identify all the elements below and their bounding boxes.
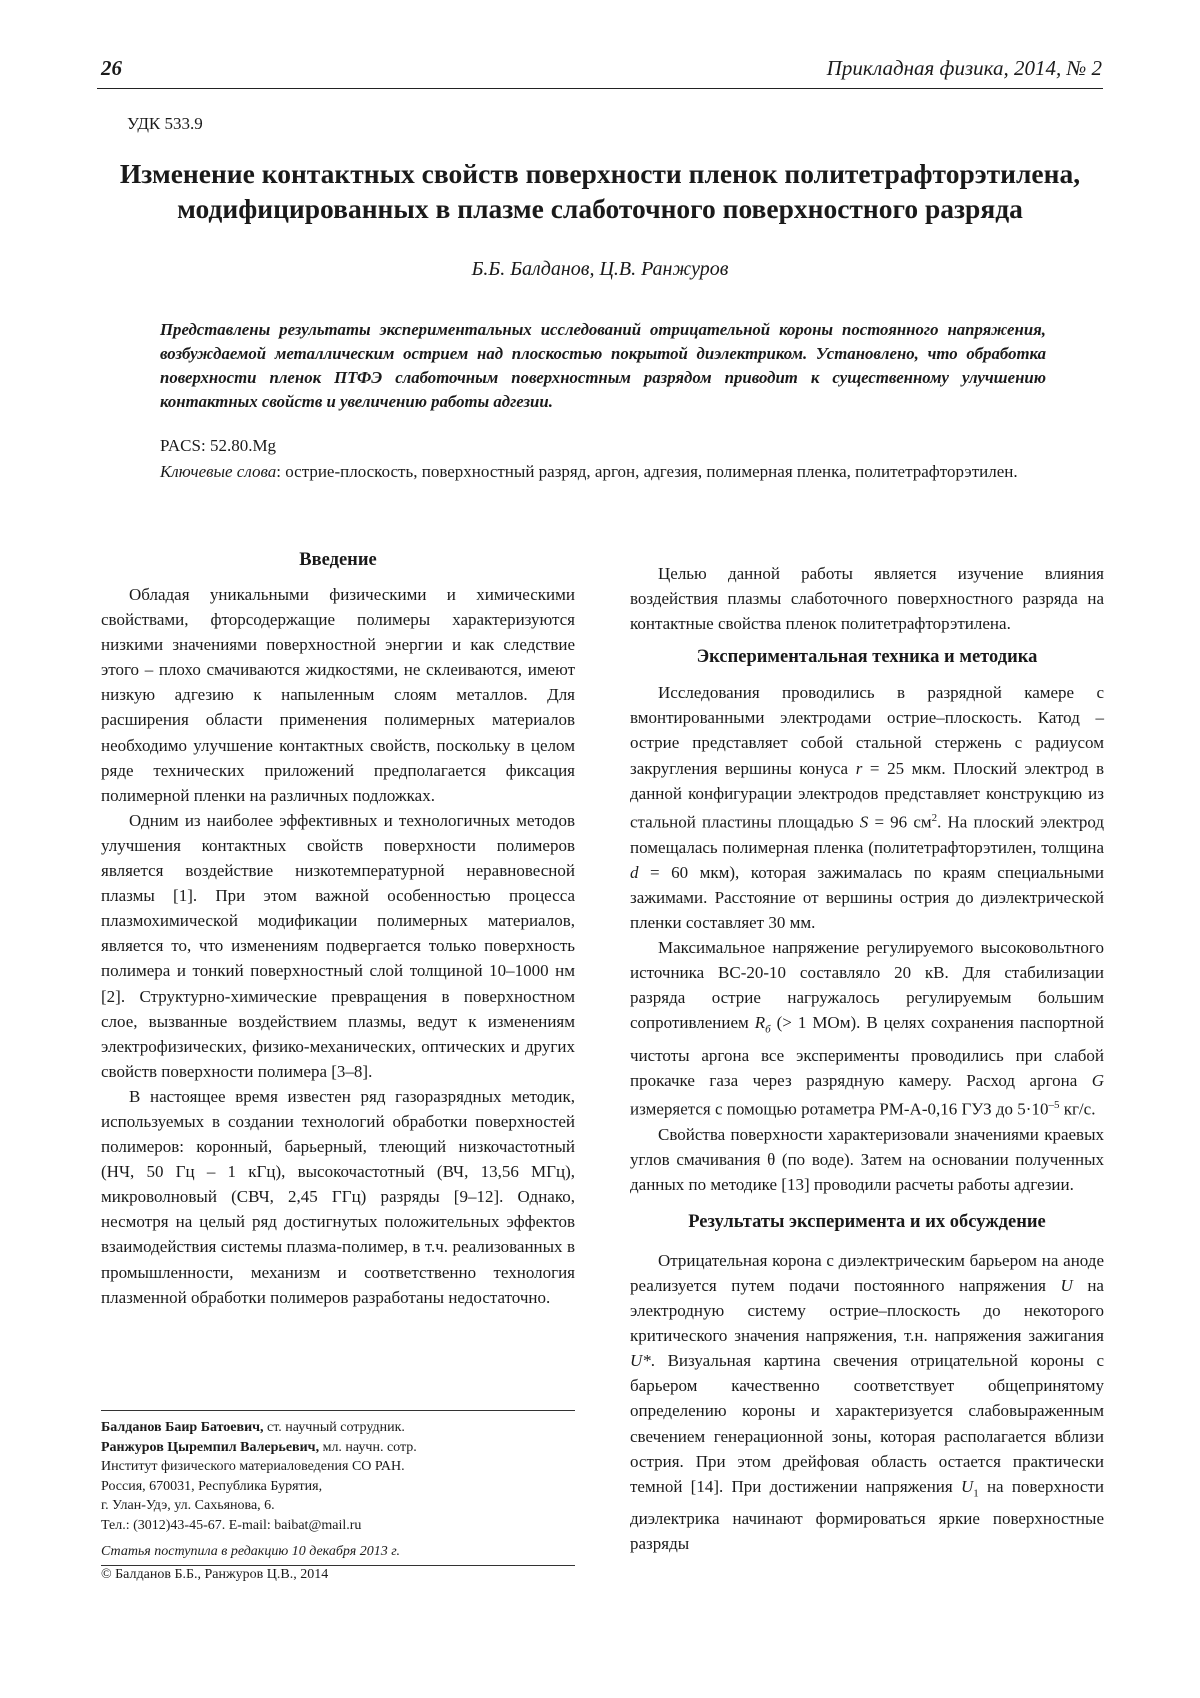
paragraph: Отрицательная корона с диэлектрическим барьером на аноде реализуется путем подачи постоянного напряжения U на электродную систему острие–плоскость до некоторого критического значения напряжения, т.н. напряжения зажигания U*. Визуальная картина свечения отрицательной короны с барьером качественно соответствует общепринятому определению короны и характеризуется слабовыраженным свечением генерационной зоны, которая располагается вблизи острия. При этом дрейфовая область остается практически темной [14]. При достижении напряжения $U_1$ на поверхности диэлектрика начинают формироваться яркие поверхностные разряды [630,1250,1105,1554]
abstract: Представлены результаты экспериментальных исследований отрицательной короны постоянного напряжения, возбуждаемой металлическим острием над плоскостью покрытой диэлектриком. Установлено, что обработка поверхности пленок ПТФЭ слаботочным поверхностным разрядом приводит к существенному улучшению контактных свойств и увеличению работы адгезии. [160,320,1046,411]
left-column [101,547,575,1310]
section-heading-results: Результаты эксперимента и их обсуждение [688,1211,1046,1232]
keywords-label: Ключевые слова [160,462,277,481]
page-number: 26 [101,56,122,80]
received-date: Статья поступила в редакцию 10 декабря 2013 г. [101,1544,401,1559]
footnote-rule [101,1410,575,1411]
author-footnote [101,1418,581,1535]
keywords-text: : острие-плоскость, поверхностный разряд, аргон, адгезия, полимерная пленка, политетрафторэтилен. [276,462,1018,481]
keywords [160,460,1046,483]
right-column [630,561,1104,1556]
address-line: Россия, 670031, Республика Бурятия, [101,1478,323,1494]
paragraph: Обладая уникальными физическими и химическими свойствами, фторсодержащие полимеры характеризуются низкими значениями поверхностной энергии и как следствие этого – плохо смачиваются жидкостями, не склеиваются, имеют низкую адгезию к напыленным слоям металлов. Для расширения области применения полимерных материалов необходимо улучшение контактных свойств, поскольку в целом ряде технических приложений предполагается фиксация полимерной пленки на различных подложках. [101,585,575,805]
footnote-rule [101,1565,575,1566]
copyright: © Балданов Б.Б., Ранжуров Ц.В., 2014 [101,1567,329,1582]
author1-role: ст. научный сотрудник. [263,1420,405,1435]
paragraph: Целью данной работы является изучение влияния воздействия плазмы слаботочного поверхностного разряда на контактные свойства пленок политетрафторэтилена. [630,564,1104,634]
contacts: Тел.: (3012)43-45-67. E-mail: baibat@mail.ru [101,1517,362,1533]
address-line: г. Улан-Удэ, ул. Сахьянова, 6. [101,1498,275,1513]
paragraph: В настоящее время известен ряд газоразрядных методик, используемых в создании технологий обработки поверхностей полимеров: коронный, барьерный, тлеющий низкочастотный (НЧ, 50 Гц – 1 кГц), высокочастотный (ВЧ, 13,56 МГц), микроволновый (СВЧ, 2,45 ГГц) разряды [9–12]. Однако, несмотря на целый ряд достигнутых положительных эффектов взаимодействия системы плазма-полимер, в т.ч. реализованных в промышленности, механизм и соответственно технология плазменной обработки полимеров разработаны недостаточно. [101,1086,575,1307]
paragraph: Максимальное напряжение регулируемого высоковольтного источника ВС-20-10 составляло 20 кВ. Для стабилизации разряда острие нагружалось регулируемым большим сопротивлением $R_б$ (> 1 МОм). В целях сохранения паспортной чистоты аргона все эксперименты проводились при слабой прокачке газа через разрядную камеру. Расход аргона G измеряется с помощью ротаметра РМ-А-0,16 ГУЗ до $5\cdot 10^{-5}$ кг/с. [630,937,1105,1119]
header-rule [97,88,1103,89]
paragraph: Свойства поверхности характеризовали значениями краевых углов смачивания θ (по воде). Затем на основании полученных данных по методике [13] проводили расчеты работы адгезии. [630,1124,1104,1194]
paragraph: Одним из наиболее эффективных и технологичных методов улучшения контактных свойств поверхности полимеров является воздействие низкотемпературной неравновесной плазмы [1]. При этом важной особенностью процесса плазмохимической модификации полимерных материалов, является то, что изменениям подвергается только поверхность полимера и тонкий поверхностный слой толщиной 10–1000 нм [2]. Структурно-химические превращения в поверхностном слое, вызванные воздействием плазмы, ведут к изменениям электрофизических, физико-механических, оптических и других свойств поверхности полимера [3–8]. [101,810,575,1081]
udk-code: УДК 533.9 [127,114,203,133]
section-heading-method: Экспериментальная техника и методика [696,647,1038,668]
section-heading-introduction: Введение [299,550,377,570]
pacs-code: PACS: 52.80.Mg [160,436,277,455]
article-title: Изменение контактных свойств поверхности пленок политетрафторэтилена, модифицированных в плазме слаботочного поверхностного разряда [119,158,1081,224]
author2-role: мл. научн. сотр. [319,1439,417,1455]
author1-name: Балданов Баир Батоевич, [101,1420,264,1435]
article-authors: Б.Б. Балданов, Ц.В. Ранжуров [471,258,729,280]
institute: Институт физического материаловедения СО РАН. [101,1459,405,1474]
author2-name: Ранжуров Цыремпил Валерьевич, [101,1439,320,1455]
paragraph: Исследования проводились в разрядной камере с вмонтированными электродами острие–плоскость. Катод – острие представляет собой стальной стержень с радиусом закругления вершины конуса r = 25 мкм. Плоский электрод в данной конфигурации электродов представляет конструкцию из стальной пластины площадью S = 96 $см^2$. На плоский электрод помещалась полимерная пленка (политетрафторэтилен, толщина d = 60 мкм), которая зажималась по краям специальными зажимами. Расстояние от вершины острия до диэлектрической пленки составляет 30 мм. [630,683,1104,932]
journal-title: Прикладная физика, 2014, № 2 [826,56,1102,80]
